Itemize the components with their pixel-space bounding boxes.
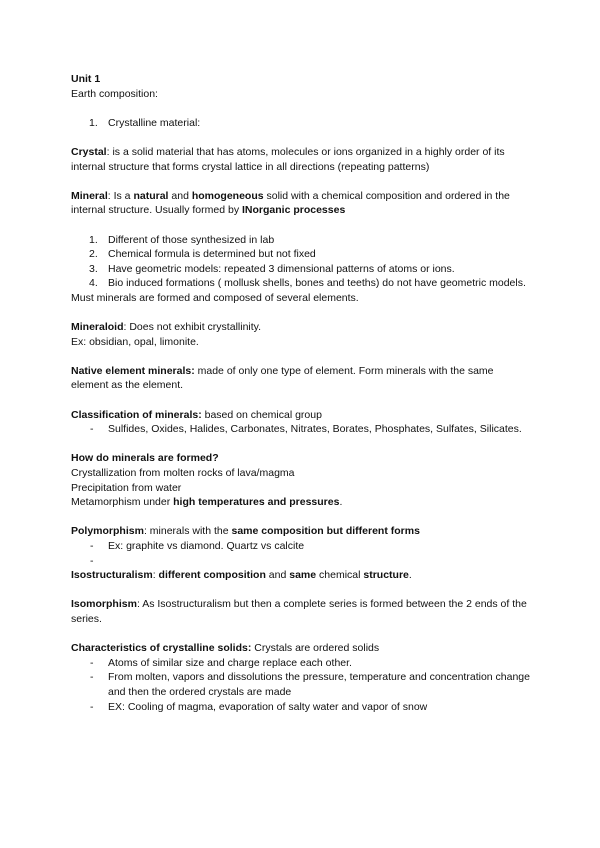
polymorphism-definition: Polymorphism: minerals with the same composition but different forms (71, 525, 420, 538)
top-numbered-list (71, 116, 531, 131)
list-item: 1. Crystalline material: (89, 116, 201, 129)
mineraloid-example: Ex: obsidian, opal, limonite. (71, 335, 199, 348)
polymorphism-list (71, 539, 531, 568)
list-item: 3. Have geometric models: repeated 3 dimensional patterns of atoms or ions. (89, 262, 455, 275)
list-item: 1. Different of those synthesized in lab (89, 233, 275, 246)
list-item: - From molten, vapors and dissolutions the pressure, temperature and concentration change and then the ordered crystals are made (90, 671, 530, 698)
list-item: - Ex: graphite vs diamond. Quartz vs calcite (90, 540, 305, 552)
list-item: 2. Chemical formula is determined but not fixed (89, 248, 316, 261)
earth-composition-line: Earth composition: (71, 87, 158, 100)
list-item: - (90, 554, 94, 567)
list-item: - EX: Cooling of magma, evaporation of salty water and vapor of snow (90, 700, 428, 713)
classification-heading: Classification of minerals: based on chemical group (71, 408, 322, 421)
characteristics-heading: Characteristics of crystalline solids: Crystals are ordered solids (71, 642, 380, 655)
isomorphism-definition: Isomorphism: As Isostructuralism but then a complete series is formed between the 2 ends of the series. (71, 598, 527, 625)
list-item: 4. Bio induced formations ( mollusk shells, bones and teeths) do not have geometric models. (89, 277, 526, 290)
how-formed-line: Metamorphism under high temperatures and pressures. (71, 496, 343, 509)
document-content (71, 72, 531, 714)
crystal-definition: Crystal: is a solid material that has atoms, molecules or ions organized in a highly order of its internal structure that forms crystal lattice in all directions (repeating patterns) (71, 145, 505, 173)
isostructuralism-definition: Isostructuralism: different composition and same chemical structure. (71, 569, 412, 582)
unit-title: Unit 1 (71, 73, 101, 85)
mineraloid-definition: Mineraloid: Does not exhibit crystallinity. (71, 321, 262, 334)
list-item: - Sulfides, Oxides, Halides, Carbonates, Nitrates, Borates, Phosphates, Sulfates, Silicates. (90, 423, 522, 436)
must-minerals-line: Must minerals are formed and composed of several elements. (71, 291, 359, 304)
mineral-definition: Mineral: Is a natural and homogeneous solid with a chemical composition and ordered in the internal structure. Usually formed by INorganic processes (71, 189, 510, 217)
classification-list (71, 422, 531, 437)
native-element-definition: Native element minerals: made of only one type of element. Form minerals with the same element as the element. (71, 364, 494, 392)
how-formed-heading: How do minerals are formed? (71, 452, 219, 465)
how-formed-line: Crystallization from molten rocks of lava/magma (71, 467, 295, 480)
list-item: - Atoms of similar size and charge replace each other. (90, 656, 352, 669)
how-formed-line: Precipitation from water (71, 481, 182, 494)
characteristics-list (71, 656, 531, 714)
mineral-numbered-list (71, 233, 531, 291)
